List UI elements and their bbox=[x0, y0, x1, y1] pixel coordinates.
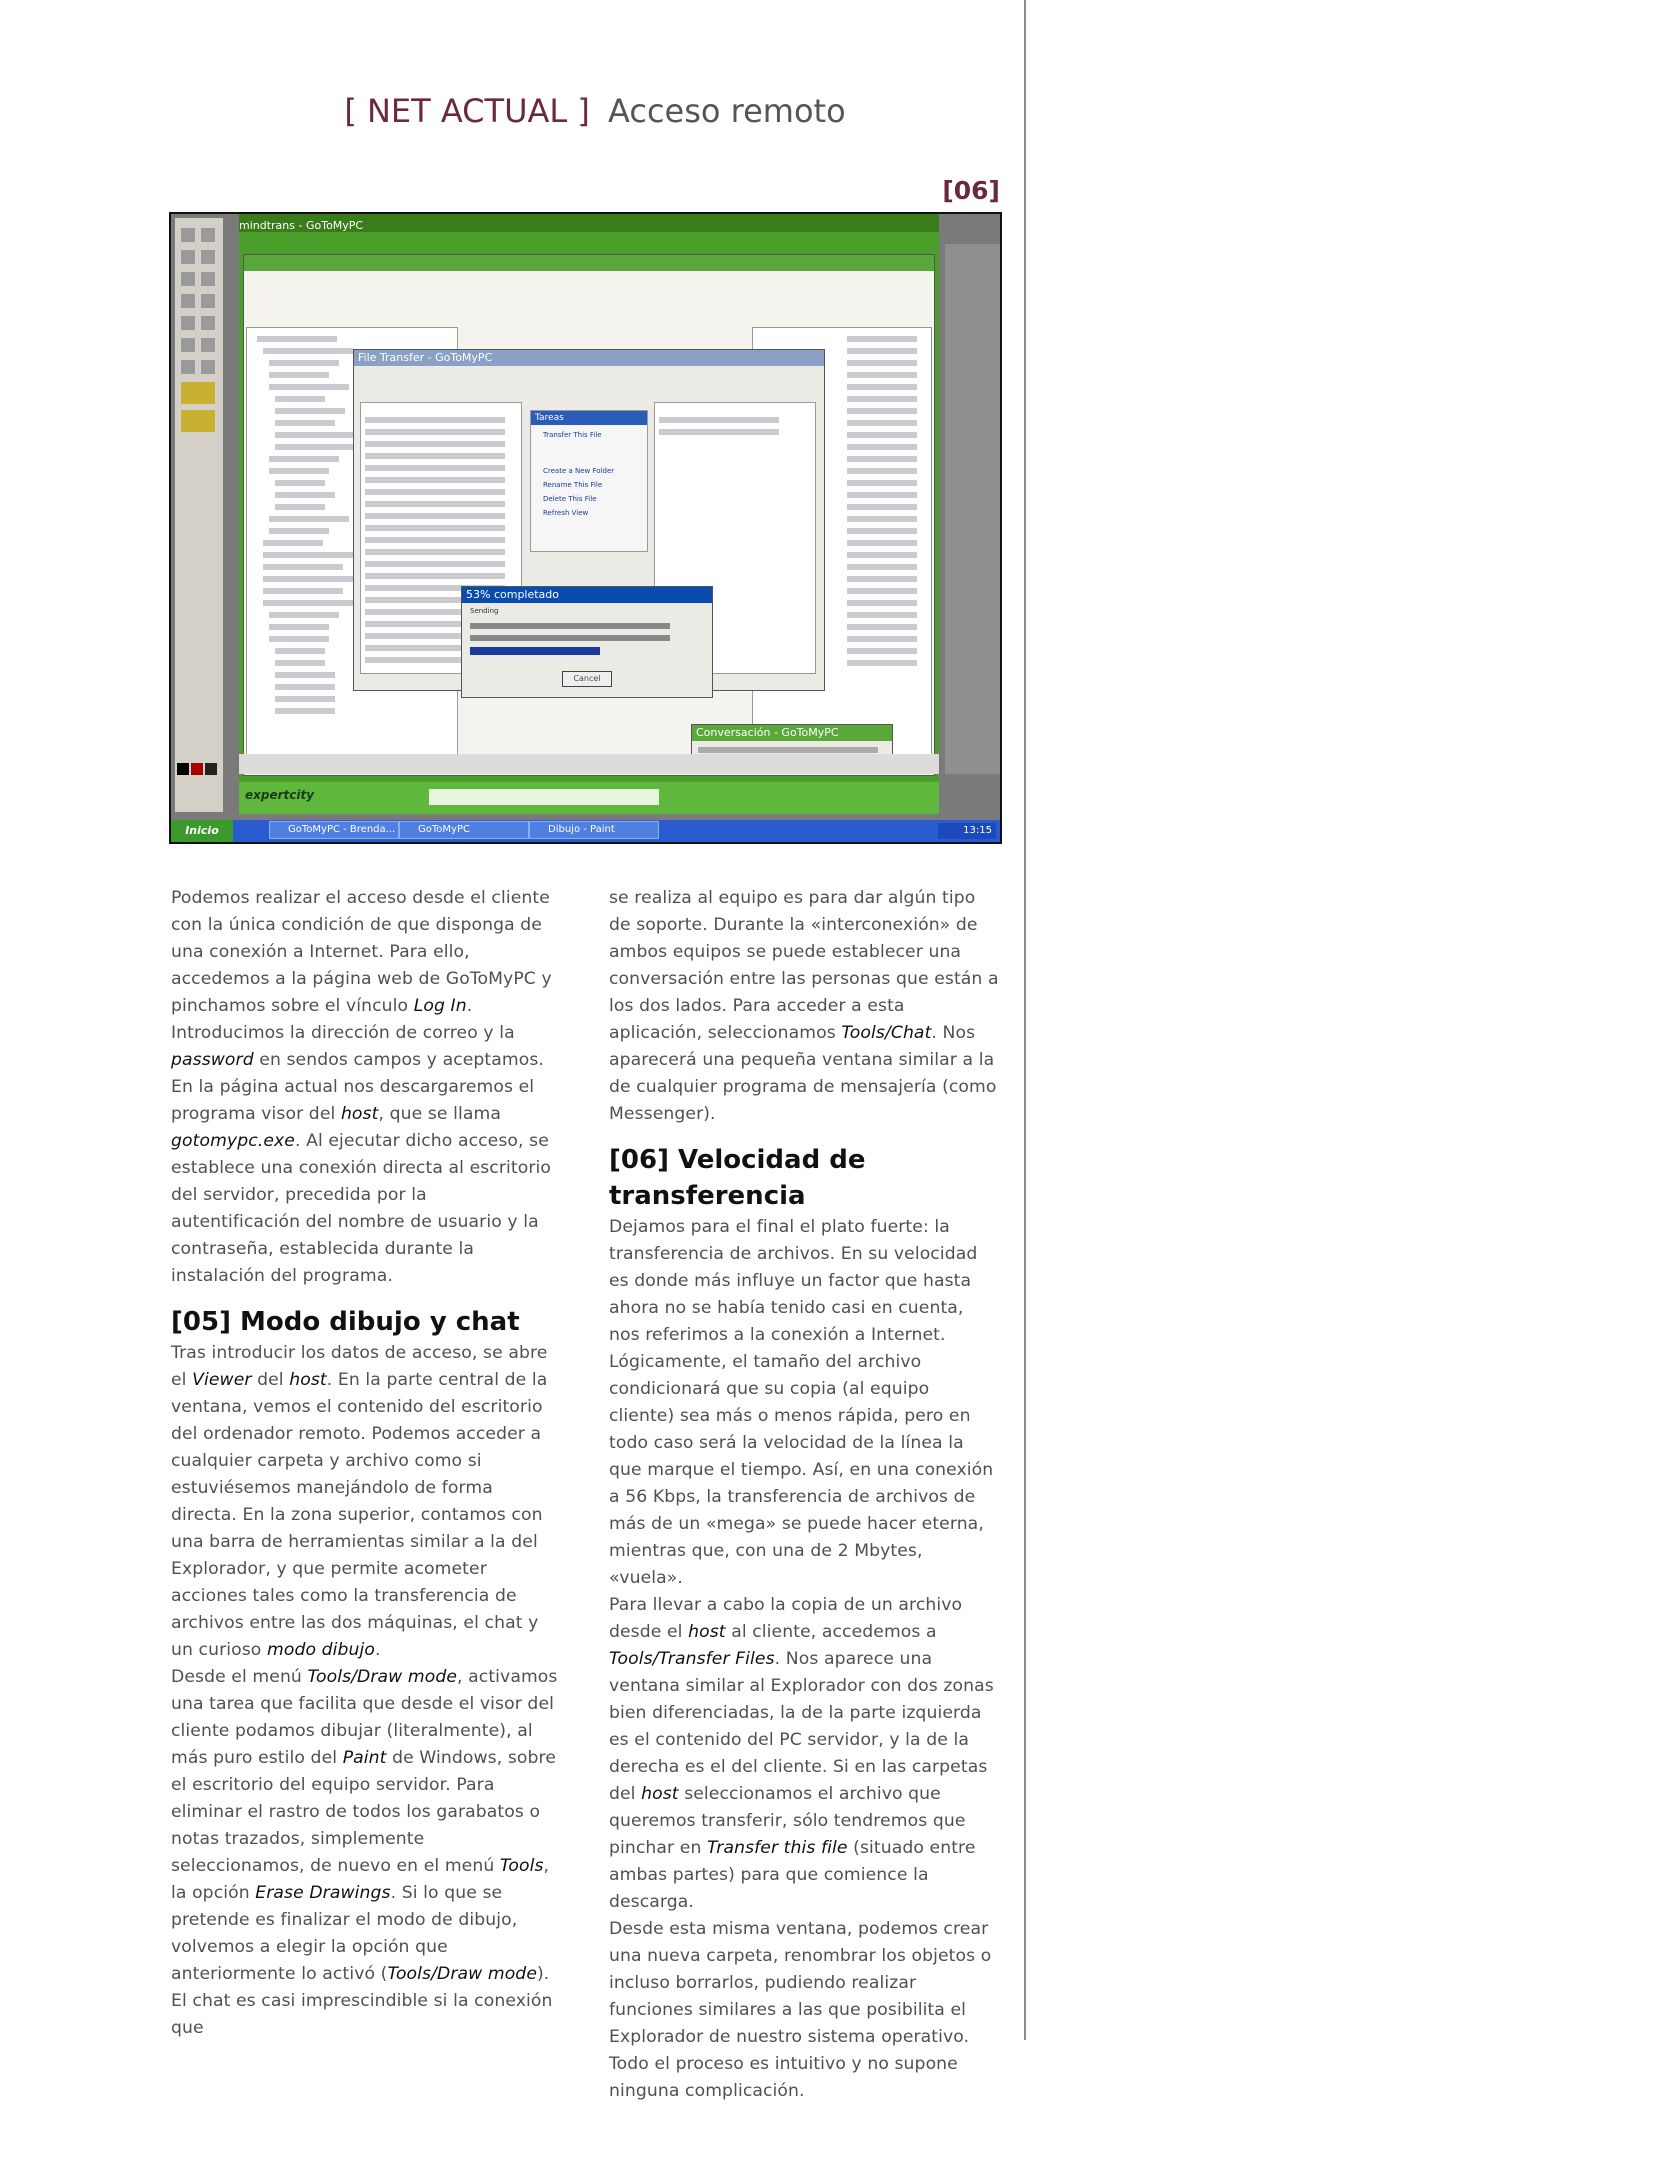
term-host: host bbox=[688, 1622, 726, 1642]
text-run: , que se llama bbox=[378, 1104, 501, 1124]
article-column-2 bbox=[609, 885, 999, 2105]
term-viewer: Viewer bbox=[192, 1370, 252, 1390]
text-run: Tras introducir los datos de acceso, se abre el bbox=[171, 1343, 548, 1390]
explorer-titlebar bbox=[244, 255, 934, 271]
text-run: en sendos campos y aceptamos. En la página actual nos descargaremos el programa visor del bbox=[171, 1050, 544, 1124]
create-folder-link[interactable]: Create a New Folder bbox=[543, 467, 615, 475]
section-topic: Acceso remoto bbox=[608, 92, 846, 130]
text-run: Desde el menú bbox=[171, 1667, 308, 1687]
tasks-panel bbox=[530, 410, 648, 552]
paragraph bbox=[609, 885, 999, 1128]
rename-file-link[interactable]: Rename This File bbox=[543, 481, 603, 489]
term-password: password bbox=[171, 1050, 254, 1070]
text-run: . Nos aparecerá una pequeña ventana similar a la de cualquier programa de mensajería (como Messenger). bbox=[609, 1023, 997, 1124]
paragraph bbox=[171, 1664, 561, 1988]
term-erase-drawings: Erase Drawings bbox=[255, 1883, 391, 1903]
page-divider bbox=[1024, 0, 1026, 2040]
text-run: se realiza al equipo es para dar algún tipo de soporte. Durante la «interconexión» de ambos equipos se puede establecer una conversación entre las personas que están a los dos lados. Para acceder a esta aplicación, seleccionamos bbox=[609, 888, 999, 1043]
taskbar-button-1[interactable]: GoToMyPC - Brenda... bbox=[269, 821, 399, 839]
viewer-titlebar bbox=[239, 214, 939, 232]
text-run: . Introducimos la dirección de correo y la bbox=[171, 996, 515, 1043]
term-host: host bbox=[340, 1104, 379, 1124]
paragraph bbox=[171, 885, 561, 1290]
viewer-toolbar bbox=[239, 754, 939, 774]
term-tools-draw-mode: Tools/Draw mode bbox=[387, 1964, 537, 1984]
chat-titlebar bbox=[692, 725, 892, 741]
text-run: . Si lo que se pretende es finalizar el modo de dibujo, volvemos a elegir la opción que anteriormente lo activó ( bbox=[171, 1883, 518, 1984]
text-run: seleccionamos el archivo que queremos transferir, sólo tendremos que pinchar en bbox=[609, 1784, 966, 1858]
paragraph bbox=[609, 1592, 999, 1916]
text-run: Para llevar a cabo la copia de un archivo desde el bbox=[609, 1595, 963, 1642]
text-run: ). bbox=[537, 1964, 550, 1984]
figure-label: [06] bbox=[942, 176, 1000, 205]
delete-file-link[interactable]: Delete This File bbox=[543, 495, 597, 503]
text-run: de Windows, sobre el escritorio del equipo servidor. Para eliminar el rastro de todos los garabatos o notas trazados, simplemente seleccionamos, de nuevo en el menú bbox=[171, 1748, 557, 1876]
term-log-in: Log In bbox=[413, 996, 467, 1016]
text-run: . Al ejecutar dicho acceso, se establece una conexión directa al escritorio del servidor, precedida por la autentificación del nombre de usuario y la contraseña, establecida durante la instalación del programa. bbox=[171, 1131, 552, 1286]
term-modo-dibujo: modo dibujo bbox=[266, 1640, 376, 1660]
start-button[interactable]: Inicio bbox=[171, 820, 233, 842]
file-transfer-title: File Transfer - GoToMyPC bbox=[358, 351, 493, 364]
paragraph: Dejamos para el final el plato fuerte: la transferencia de archivos. En su velocidad es donde más influye un factor que hasta ahora no se había tenido casi en cuenta, nos referimos a la conexión a Internet. Lógicamente, el tamaño del archivo condicionará que su copia (al equipo cliente) sea más o menos rápida, pero en todo caso será la velocidad de la línea la que marque el tiempo. Así, en una conexión a 56 Kbps, la transferencia de archivos de más de un «mega» se puede hacer eterna, mientras que, con una de 2 Mbytes, «vuela». bbox=[609, 1217, 994, 1588]
desktop-margin bbox=[945, 244, 1000, 774]
paragraph: El chat es casi imprescindible si la conexión que bbox=[171, 1991, 553, 2038]
brand-logo: expertcity bbox=[245, 788, 315, 802]
term-tools-chat: Tools/Chat bbox=[841, 1023, 932, 1043]
chat-title: Conversación - GoToMyPC bbox=[696, 726, 839, 739]
term-transfer-this-file: Transfer this file bbox=[707, 1838, 848, 1858]
text-run: (situado entre ambas partes) para que comience la descarga. bbox=[609, 1838, 976, 1912]
text-run: . En la parte central de la ventana, vemos el contenido del escritorio del ordenador remoto. Podemos acceder a cualquier carpeta y archivo como si estuviésemos manejándolo de forma directa. En la zona superior, contamos con una barra de herramientas similar a la del Explorador, y que permite acometer acciones tales como la transferencia de archivos entre las dos máquinas, el chat y un curioso bbox=[171, 1370, 548, 1660]
viewer-status bbox=[239, 782, 939, 814]
cancel-button[interactable]: Cancel bbox=[562, 671, 612, 687]
term-tools: Tools bbox=[499, 1856, 544, 1876]
paint-toolbox bbox=[175, 218, 223, 812]
progress-titlebar bbox=[462, 587, 712, 603]
heading-06: [06] Velocidad de transferencia bbox=[609, 1145, 866, 1211]
text-run: , la opción bbox=[171, 1856, 550, 1903]
term-exe: gotomypc.exe bbox=[171, 1131, 295, 1151]
progress-sending-label: Sending bbox=[470, 607, 499, 615]
text-run: , activamos una tarea que facilita que desde el visor del cliente podamos dibujar (literalmente), al más puro estilo del bbox=[171, 1667, 558, 1768]
heading-05: [05] Modo dibujo y chat bbox=[171, 1307, 520, 1337]
transfer-this-file-link[interactable]: Transfer This File bbox=[543, 431, 602, 439]
term-tools-draw-mode: Tools/Draw mode bbox=[307, 1667, 458, 1687]
taskbar-button-2[interactable]: GoToMyPC bbox=[399, 821, 529, 839]
article-column-1 bbox=[171, 885, 561, 2042]
file-transfer-titlebar bbox=[354, 350, 824, 366]
taskbar-clock: 13:15 bbox=[938, 823, 996, 839]
progress-dialog bbox=[461, 586, 713, 698]
term-host: host bbox=[289, 1370, 327, 1390]
refresh-view-link[interactable]: Refresh View bbox=[543, 509, 589, 517]
taskbar-button-3[interactable]: Dibujo - Paint bbox=[529, 821, 659, 839]
text-run: del bbox=[251, 1370, 290, 1390]
viewer-title: mindtrans - GoToMyPC bbox=[239, 219, 364, 232]
term-paint: Paint bbox=[342, 1748, 387, 1768]
tasks-title: Tareas bbox=[531, 411, 647, 425]
section-name: [ NET ACTUAL ] bbox=[344, 92, 590, 130]
text-run: al cliente, accedemos a bbox=[725, 1622, 937, 1642]
text-run: . bbox=[375, 1640, 381, 1660]
progress-title: 53% completado bbox=[466, 588, 560, 601]
progress-bar bbox=[470, 647, 600, 655]
windows-taskbar bbox=[171, 820, 1000, 842]
paragraph: Desde esta misma ventana, podemos crear una nueva carpeta, renombrar los objetos o incluso borrarlos, pudiendo realizar funciones similares a las que posibilita el Explorador de nuestro sistema operativo. Todo el proceso es intuitivo y no supone ninguna complicación. bbox=[609, 1919, 992, 2101]
term-host: host bbox=[641, 1784, 679, 1804]
screenshot-figure bbox=[169, 212, 1002, 844]
text-run: Podemos realizar el acceso desde el cliente con la única condición de que disponga de una conexión a Internet. Para ello, accedemos a la página web de GoToMyPC y pinchamos sobre el vínculo bbox=[171, 888, 552, 1016]
text-run: . Nos aparece una ventana similar al Explorador con dos zonas bien diferenciadas, la de la parte izquierda es el contenido del PC servidor, y la de la derecha es el del cliente. Si en las carpetas del bbox=[609, 1649, 994, 1804]
page-header bbox=[0, 92, 1190, 130]
paragraph bbox=[171, 1340, 561, 1664]
term-tools-transfer-files: Tools/Transfer Files bbox=[609, 1649, 775, 1669]
